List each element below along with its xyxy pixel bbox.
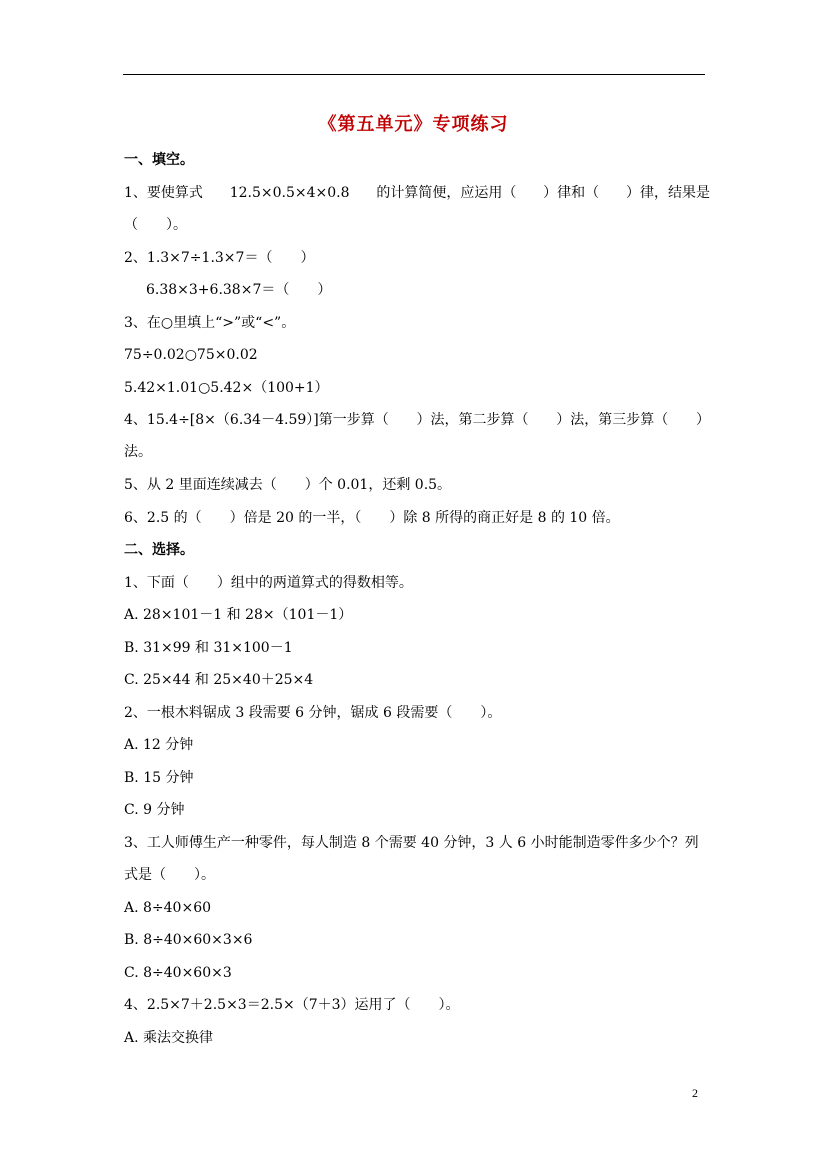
- question-1-4-line-1: [124, 410, 710, 430]
- question-2-3-option-a: A. 8÷40×60: [124, 900, 212, 916]
- question-text-part: 4、15.4÷[8×（6.34－4.59）]第一步算（: [124, 412, 389, 428]
- question-text-part: ）律和（: [543, 185, 600, 201]
- question-1-2-line-2: 6.38×3+6.38×7＝（ ）: [146, 282, 332, 298]
- question-2-2-option-a: A. 12 分钟: [124, 737, 194, 753]
- question-text-part: ）律，结果是: [625, 185, 710, 201]
- question-2-4: 4、2.5×7＋2.5×3＝2.5×（7＋3）运用了（ ）。: [124, 997, 460, 1013]
- question-1-5: 5、从 2 里面连续减去（ ）个 0.01，还剩 0.5。: [124, 477, 452, 493]
- question-2-4-option-a: A. 乘法交换律: [124, 1030, 214, 1046]
- question-1-3-a: 75÷0.02○75×0.02: [124, 347, 258, 363]
- question-2-3-line-2: 式是（ ）。: [124, 867, 215, 883]
- question-2-3-line-1: [124, 833, 710, 853]
- question-1-6: 6、2.5 的（ ）倍是 20 的一半，（ ）除 8 所得的商正好是 8 的 10 倍。: [124, 510, 620, 526]
- question-1-1-line-2: （ ）。: [124, 217, 187, 233]
- question-1-3-b: 5.42×1.01○5.42×（100+1）: [124, 380, 329, 396]
- question-text-part: ）: [695, 412, 710, 428]
- question-2-2-option-c: C. 9 分钟: [124, 802, 185, 818]
- question-text-part: 12.5×0.5×4×0.8: [229, 185, 350, 201]
- question-text-part: 3、工人师傅生产一种零件，每人制造 8 个需要 40 分钟，3 人 6 小时能制造零件多少个？列: [124, 835, 699, 851]
- question-text-part: 1、要使算式: [124, 185, 203, 201]
- document-title: 《第五单元》专项练习: [318, 114, 509, 135]
- question-text-part: 的计算简便，应运用（: [376, 185, 517, 201]
- question-1-4-line-2: 法。: [124, 444, 152, 460]
- question-2-1-option-c: C. 25×44 和 25×40＋25×4: [124, 672, 314, 688]
- question-1-1-line-1: [124, 183, 710, 203]
- question-1-3-intro: 3、在○里填上“>”或“<”。: [124, 315, 296, 331]
- header-rule: [123, 74, 705, 75]
- section-heading-fill-in: 一、填空。: [124, 152, 194, 168]
- question-2-1-option-a: A. 28×101－1 和 28×（101－1）: [124, 607, 353, 623]
- question-2-2: 2、一根木料锯成 3 段需要 6 分钟，锯成 6 段需要（ ）。: [124, 705, 502, 721]
- page-number: 2: [692, 1086, 698, 1100]
- question-2-2-option-b: B. 15 分钟: [124, 770, 194, 786]
- question-2-3-option-b: B. 8÷40×60×3×6: [124, 932, 253, 948]
- section-heading-choice: 二、选择。: [124, 542, 194, 558]
- question-2-3-option-c: C. 8÷40×60×3: [124, 965, 232, 981]
- question-text-part: ）法，第三步算（: [556, 412, 669, 428]
- question-2-1: 1、下面（ ）组中的两道算式的得数相等。: [124, 575, 413, 591]
- question-1-2-line-1: 2、1.3×7÷1.3×7＝（ ）: [124, 250, 315, 266]
- question-text-part: ）法，第二步算（: [416, 412, 529, 428]
- question-2-1-option-b: B. 31×99 和 31×100－1: [124, 640, 293, 656]
